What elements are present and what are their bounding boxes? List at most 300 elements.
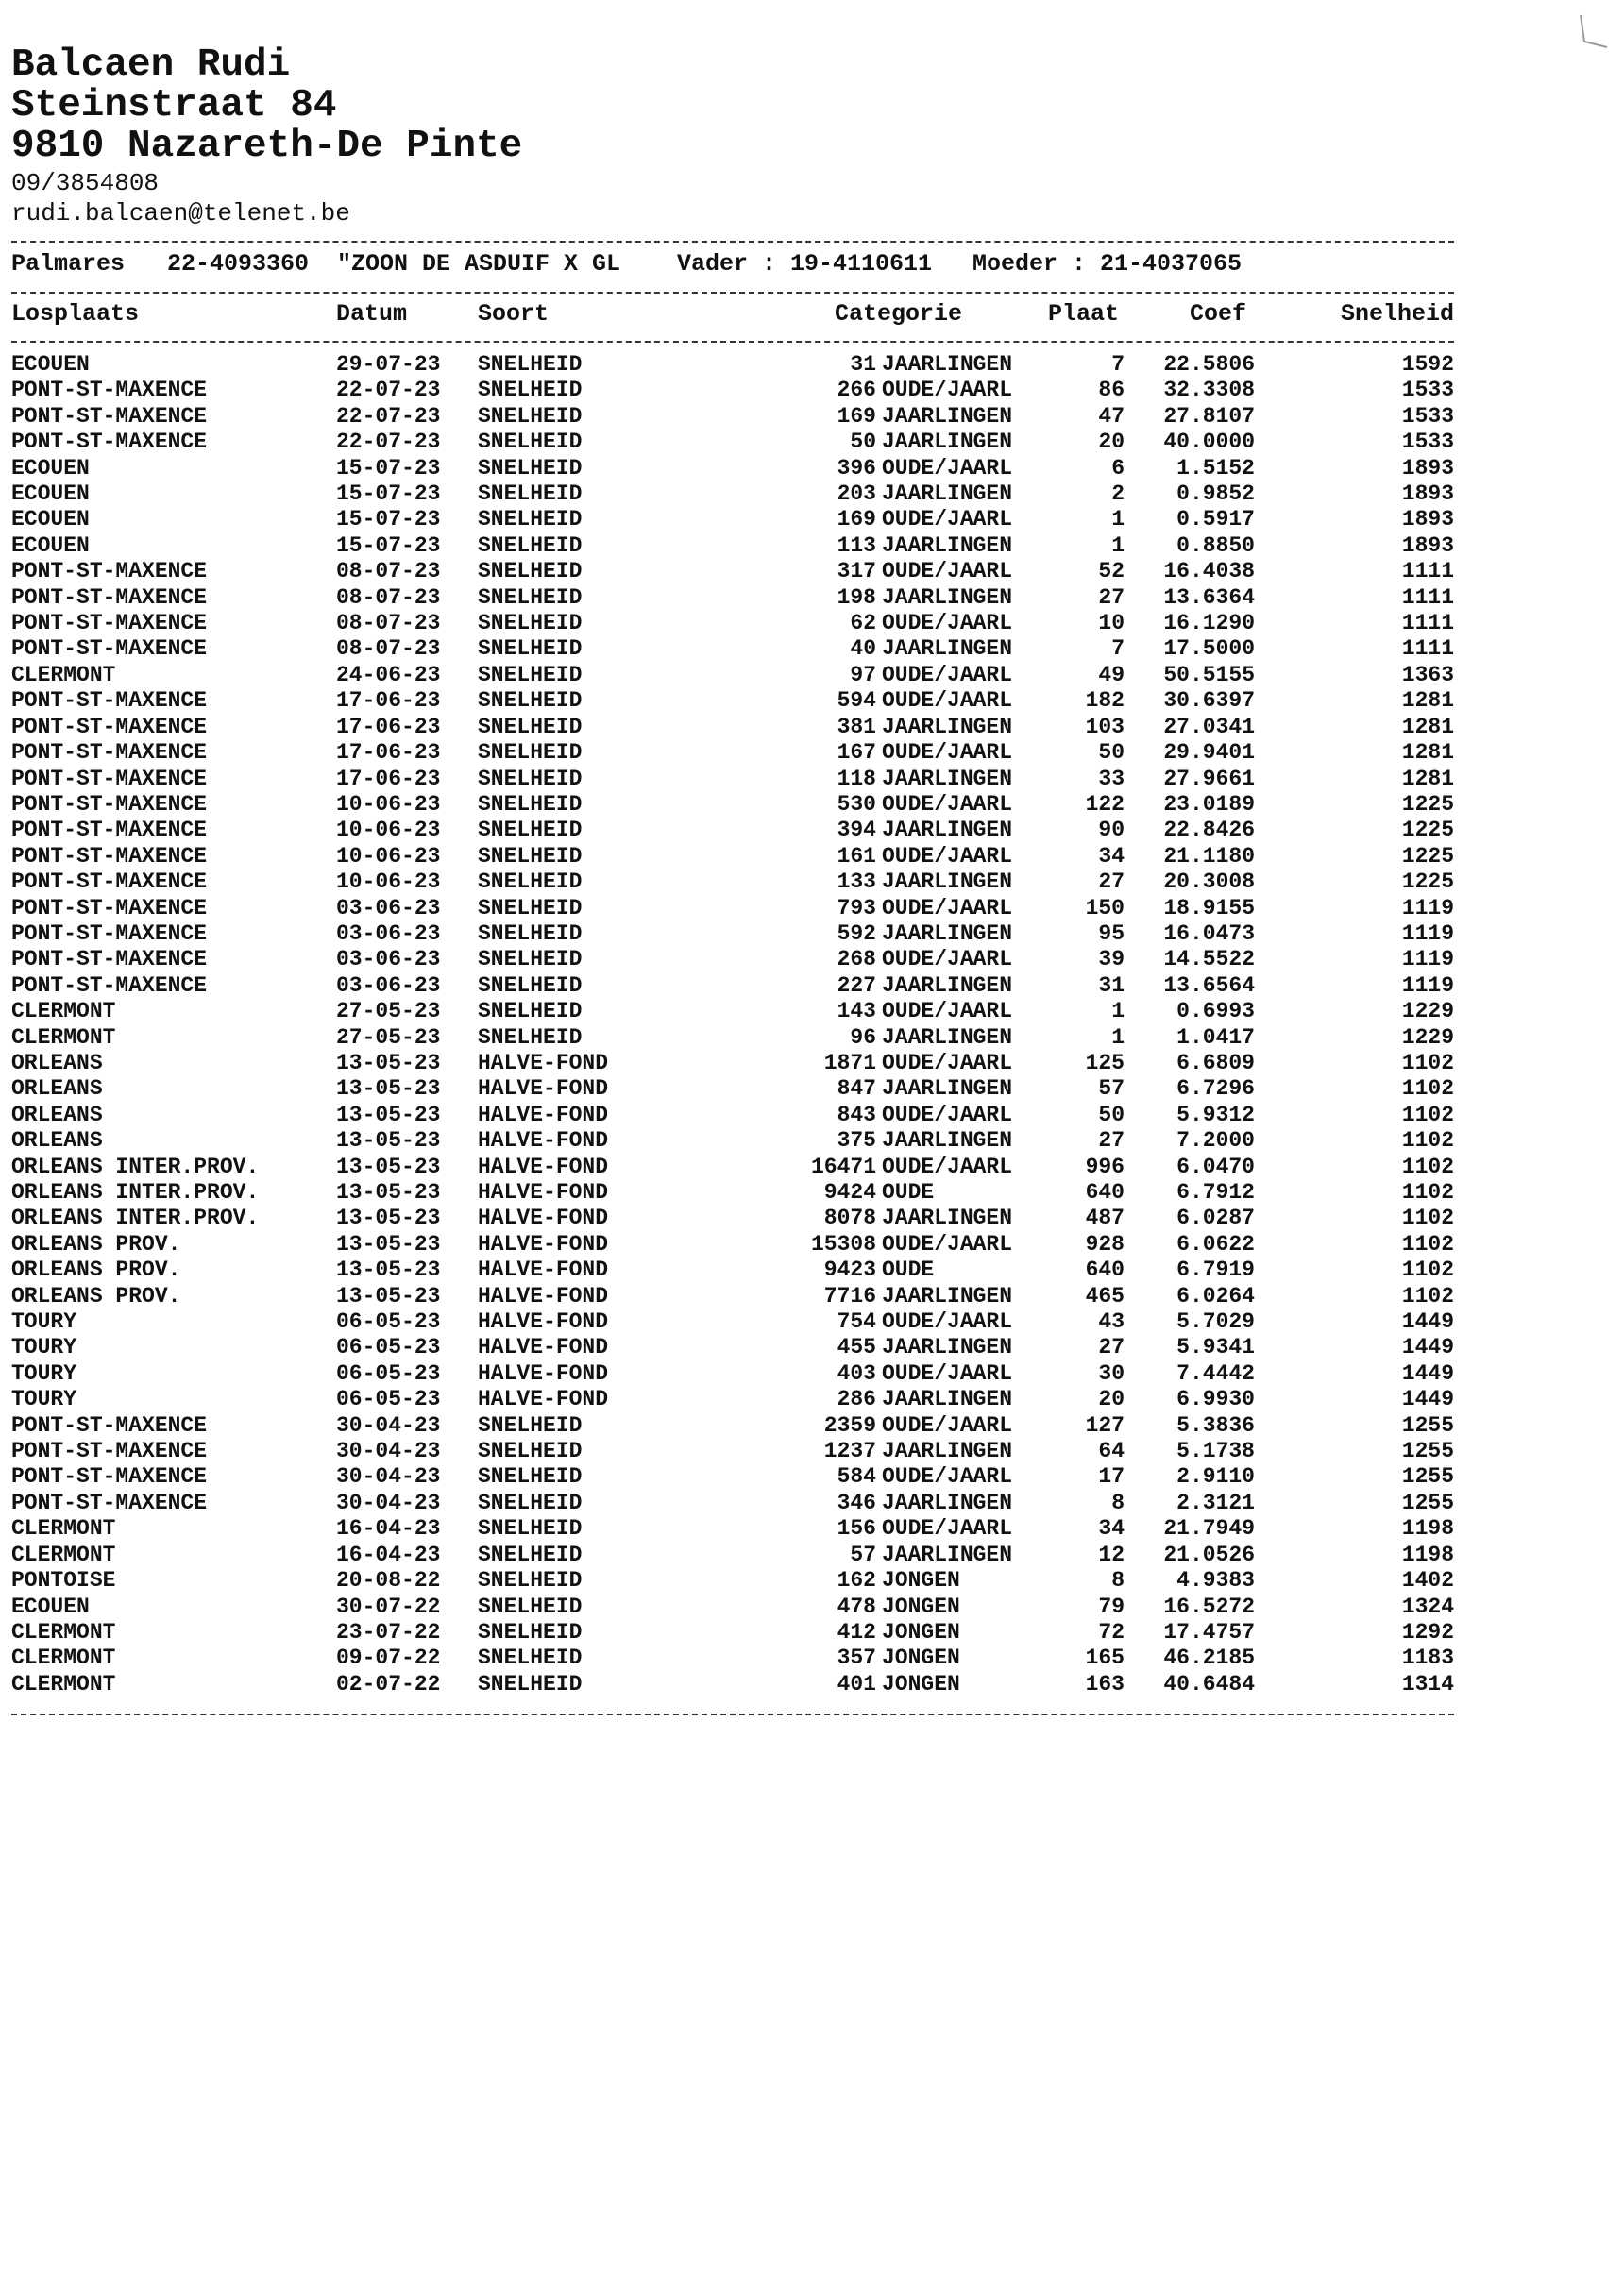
soort-cell: SNELHEID: [478, 1542, 583, 1567]
categorie-cell: JAARLINGEN: [882, 1128, 1013, 1154]
deelnemers-cell: 162: [837, 1568, 876, 1594]
plaat-cell: 127: [1085, 1412, 1125, 1438]
coef-cell: 6.0287: [1176, 1206, 1255, 1231]
snelheid-cell: 1102: [1401, 1050, 1454, 1075]
losplaats-cell: ORLEANS PROV.: [11, 1283, 181, 1308]
table-row: [11, 1128, 1454, 1154]
plaat-cell: 50: [1098, 1102, 1125, 1127]
owner-phone: 09/3854808: [11, 169, 160, 197]
coef-cell: 6.0470: [1176, 1154, 1255, 1179]
col-losplaats: Losplaats: [11, 300, 140, 328]
datum-cell: 30-04-23: [336, 1439, 441, 1464]
table-row: [11, 688, 1454, 714]
plaat-cell: 6: [1111, 455, 1125, 481]
soort-cell: HALVE-FOND: [478, 1309, 609, 1335]
datum-cell: 13-05-23: [336, 1206, 441, 1231]
deelnemers-cell: 203: [837, 481, 876, 507]
snelheid-cell: 1119: [1401, 895, 1454, 920]
coef-cell: 6.0622: [1176, 1231, 1255, 1257]
losplaats-cell: CLERMONT: [11, 662, 116, 687]
soort-cell: SNELHEID: [478, 1671, 583, 1697]
soort-cell: HALVE-FOND: [478, 1231, 609, 1257]
coef-cell: 14.5522: [1163, 947, 1255, 972]
categorie-cell: JAARLINGEN: [882, 352, 1013, 377]
datum-cell: 13-05-23: [336, 1128, 441, 1154]
losplaats-cell: CLERMONT: [11, 1646, 116, 1671]
categorie-cell: JAARLINGEN: [882, 1076, 1013, 1102]
losplaats-cell: PONT-ST-MAXENCE: [11, 766, 208, 791]
soort-cell: SNELHEID: [478, 403, 583, 429]
deelnemers-cell: 793: [837, 895, 876, 920]
datum-cell: 30-04-23: [336, 1464, 441, 1490]
losplaats-cell: ECOUEN: [11, 1594, 90, 1619]
deelnemers-cell: 266: [837, 378, 876, 403]
losplaats-cell: ECOUEN: [11, 532, 90, 558]
table-row: [11, 1206, 1454, 1231]
plaat-cell: 30: [1098, 1360, 1125, 1386]
losplaats-cell: TOURY: [11, 1309, 77, 1335]
losplaats-cell: PONT-ST-MAXENCE: [11, 843, 208, 869]
categorie-cell: JAARLINGEN: [882, 972, 1013, 998]
soort-cell: SNELHEID: [478, 559, 583, 584]
plaat-cell: 2: [1111, 481, 1125, 507]
deelnemers-cell: 754: [837, 1309, 876, 1335]
snelheid-cell: 1225: [1401, 869, 1454, 895]
col-soort: Soort: [478, 300, 550, 328]
deelnemers-cell: 15308: [810, 1231, 876, 1257]
table-row: [11, 1516, 1454, 1542]
losplaats-cell: ORLEANS INTER.PROV.: [11, 1180, 260, 1205]
datum-cell: 13-05-23: [336, 1102, 441, 1127]
coef-cell: 7.4442: [1176, 1360, 1255, 1386]
deelnemers-cell: 31: [850, 352, 876, 377]
plaat-cell: 10: [1098, 611, 1125, 636]
categorie-cell: OUDE/JAARL: [882, 688, 1013, 714]
deelnemers-cell: 381: [837, 714, 876, 739]
snelheid-cell: 1198: [1401, 1542, 1454, 1567]
plaat-cell: 20: [1098, 1387, 1125, 1412]
losplaats-cell: PONT-ST-MAXENCE: [11, 1412, 208, 1438]
categorie-cell: OUDE: [882, 1258, 935, 1283]
datum-cell: 22-07-23: [336, 430, 441, 455]
plaat-cell: 487: [1085, 1206, 1125, 1231]
table-row: [11, 533, 1454, 559]
soort-cell: SNELHEID: [478, 688, 583, 714]
plaat-cell: 17: [1098, 1464, 1125, 1490]
plaat-cell: 31: [1098, 972, 1125, 998]
deelnemers-cell: 455: [837, 1335, 876, 1360]
table-row: [11, 1232, 1454, 1258]
losplaats-cell: ORLEANS PROV.: [11, 1258, 181, 1283]
table-row: [11, 430, 1454, 455]
categorie-cell: JAARLINGEN: [882, 1490, 1013, 1515]
snelheid-cell: 1111: [1401, 584, 1454, 610]
coef-cell: 6.9930: [1176, 1387, 1255, 1412]
table-row: [11, 999, 1454, 1024]
categorie-cell: OUDE/JAARL: [882, 791, 1013, 817]
datum-cell: 15-07-23: [336, 507, 441, 532]
table-header: [11, 300, 1454, 338]
plaat-cell: 12: [1098, 1542, 1125, 1567]
categorie-cell: JAARLINGEN: [882, 766, 1013, 791]
datum-cell: 13-05-23: [336, 1076, 441, 1102]
categorie-cell: OUDE/JAARL: [882, 507, 1013, 532]
deelnemers-cell: 118: [837, 766, 876, 791]
snelheid-cell: 1281: [1401, 688, 1454, 714]
table-row: [11, 1335, 1454, 1360]
losplaats-cell: CLERMONT: [11, 1542, 116, 1567]
losplaats-cell: CLERMONT: [11, 1671, 116, 1697]
deelnemers-cell: 169: [837, 507, 876, 532]
table-row: [11, 1258, 1454, 1283]
plaat-cell: 640: [1085, 1258, 1125, 1283]
coef-cell: 0.5917: [1176, 507, 1255, 532]
table-row: [11, 1361, 1454, 1387]
categorie-cell: OUDE/JAARL: [882, 1050, 1013, 1075]
datum-cell: 22-07-23: [336, 378, 441, 403]
plaat-cell: 27: [1098, 1335, 1125, 1360]
losplaats-cell: ECOUEN: [11, 352, 90, 377]
datum-cell: 03-06-23: [336, 972, 441, 998]
deelnemers-cell: 167: [837, 740, 876, 766]
deelnemers-cell: 8078: [823, 1206, 876, 1231]
datum-cell: 03-06-23: [336, 947, 441, 972]
datum-cell: 06-05-23: [336, 1309, 441, 1335]
datum-cell: 06-05-23: [336, 1387, 441, 1412]
owner-city: 9810 Nazareth-De Pinte: [11, 125, 523, 168]
snelheid-cell: 1229: [1401, 999, 1454, 1024]
coef-cell: 7.2000: [1176, 1128, 1255, 1154]
losplaats-cell: PONT-ST-MAXENCE: [11, 611, 208, 636]
categorie-cell: JAARLINGEN: [882, 869, 1013, 895]
soort-cell: SNELHEID: [478, 895, 583, 920]
plaat-cell: 47: [1098, 403, 1125, 429]
losplaats-cell: ORLEANS PROV.: [11, 1231, 181, 1257]
coef-cell: 2.3121: [1176, 1490, 1255, 1515]
plaat-cell: 996: [1085, 1154, 1125, 1179]
snelheid-cell: 1893: [1401, 532, 1454, 558]
deelnemers-cell: 1871: [823, 1050, 876, 1075]
datum-cell: 13-05-23: [336, 1258, 441, 1283]
table-row: [11, 947, 1454, 972]
datum-cell: 03-06-23: [336, 895, 441, 920]
categorie-cell: JAARLINGEN: [882, 1542, 1013, 1567]
losplaats-cell: PONT-ST-MAXENCE: [11, 430, 208, 455]
categorie-cell: OUDE/JAARL: [882, 455, 1013, 481]
plaat-cell: 182: [1085, 688, 1125, 714]
datum-cell: 15-07-23: [336, 481, 441, 507]
deelnemers-cell: 40: [850, 636, 876, 662]
plaat-cell: 50: [1098, 740, 1125, 766]
table-row: [11, 1672, 1454, 1697]
coef-cell: 17.4757: [1163, 1619, 1255, 1645]
snelheid-cell: 1893: [1401, 481, 1454, 507]
losplaats-cell: ORLEANS INTER.PROV.: [11, 1154, 260, 1179]
deelnemers-cell: 9424: [823, 1180, 876, 1205]
col-snelheid: Snelheid: [1340, 300, 1454, 328]
losplaats-cell: PONTOISE: [11, 1568, 116, 1594]
owner-street: Steinstraat 84: [11, 84, 337, 127]
losplaats-cell: TOURY: [11, 1360, 77, 1386]
categorie-cell: JONGEN: [882, 1646, 960, 1671]
categorie-cell: OUDE/JAARL: [882, 1412, 1013, 1438]
datum-cell: 17-06-23: [336, 688, 441, 714]
snelheid-cell: 1893: [1401, 507, 1454, 532]
losplaats-cell: PONT-ST-MAXENCE: [11, 584, 208, 610]
snelheid-cell: 1255: [1401, 1490, 1454, 1515]
plaat-cell: 90: [1098, 818, 1125, 843]
losplaats-cell: PONT-ST-MAXENCE: [11, 920, 208, 946]
palmares-vader: Vader : 19-4110611: [677, 250, 933, 278]
losplaats-cell: ORLEANS: [11, 1102, 103, 1127]
coef-cell: 21.0526: [1163, 1542, 1255, 1567]
soort-cell: SNELHEID: [478, 1490, 583, 1515]
losplaats-cell: TOURY: [11, 1387, 77, 1412]
soort-cell: HALVE-FOND: [478, 1335, 609, 1360]
losplaats-cell: PONT-ST-MAXENCE: [11, 818, 208, 843]
coef-cell: 5.9341: [1176, 1335, 1255, 1360]
snelheid-cell: 1281: [1401, 766, 1454, 791]
snelheid-cell: 1119: [1401, 920, 1454, 946]
deelnemers-cell: 847: [837, 1076, 876, 1102]
table-row: [11, 611, 1454, 636]
coef-cell: 17.5000: [1163, 636, 1255, 662]
plaat-cell: 1: [1111, 999, 1125, 1024]
soort-cell: SNELHEID: [478, 843, 583, 869]
deelnemers-cell: 317: [837, 559, 876, 584]
col-datum: Datum: [336, 300, 408, 328]
table-row: [11, 1051, 1454, 1076]
datum-cell: 13-05-23: [336, 1283, 441, 1308]
soort-cell: SNELHEID: [478, 1439, 583, 1464]
snelheid-cell: 1592: [1401, 352, 1454, 377]
categorie-cell: OUDE/JAARL: [882, 1464, 1013, 1490]
losplaats-cell: ORLEANS: [11, 1128, 103, 1154]
coef-cell: 6.7919: [1176, 1258, 1255, 1283]
deelnemers-cell: 156: [837, 1516, 876, 1542]
scan-corner-mark-icon: [1575, 13, 1609, 51]
coef-cell: 6.0264: [1176, 1283, 1255, 1308]
plaat-cell: 27: [1098, 1128, 1125, 1154]
plaat-cell: 1: [1111, 507, 1125, 532]
losplaats-cell: PONT-ST-MAXENCE: [11, 636, 208, 662]
soort-cell: SNELHEID: [478, 869, 583, 895]
deelnemers-cell: 403: [837, 1360, 876, 1386]
deelnemers-cell: 9423: [823, 1258, 876, 1283]
plaat-cell: 465: [1085, 1283, 1125, 1308]
deelnemers-cell: 113: [837, 532, 876, 558]
soort-cell: SNELHEID: [478, 584, 583, 610]
plaat-cell: 86: [1098, 378, 1125, 403]
categorie-cell: JAARLINGEN: [882, 636, 1013, 662]
losplaats-cell: PONT-ST-MAXENCE: [11, 403, 208, 429]
plaat-cell: 103: [1085, 714, 1125, 739]
plaat-cell: 34: [1098, 843, 1125, 869]
losplaats-cell: PONT-ST-MAXENCE: [11, 688, 208, 714]
datum-cell: 10-06-23: [336, 791, 441, 817]
coef-cell: 1.0417: [1176, 1024, 1255, 1050]
snelheid-cell: 1183: [1401, 1646, 1454, 1671]
coef-cell: 22.8426: [1163, 818, 1255, 843]
soort-cell: SNELHEID: [478, 1412, 583, 1438]
coef-cell: 29.9401: [1163, 740, 1255, 766]
palmares-moeder: Moeder : 21-4037065: [973, 250, 1243, 278]
coef-cell: 20.3008: [1163, 869, 1255, 895]
table-row: [11, 1284, 1454, 1309]
deelnemers-cell: 412: [837, 1619, 876, 1645]
plaat-cell: 8: [1111, 1568, 1125, 1594]
losplaats-cell: ECOUEN: [11, 455, 90, 481]
categorie-cell: OUDE/JAARL: [882, 999, 1013, 1024]
losplaats-cell: ORLEANS: [11, 1076, 103, 1102]
plaat-cell: 8: [1111, 1490, 1125, 1515]
coef-cell: 5.1738: [1176, 1439, 1255, 1464]
soort-cell: SNELHEID: [478, 1646, 583, 1671]
datum-cell: 17-06-23: [336, 766, 441, 791]
deelnemers-cell: 375: [837, 1128, 876, 1154]
coef-cell: 16.0473: [1163, 920, 1255, 946]
table-row: [11, 1439, 1454, 1464]
deelnemers-cell: 50: [850, 430, 876, 455]
coef-cell: 6.6809: [1176, 1050, 1255, 1075]
datum-cell: 30-04-23: [336, 1412, 441, 1438]
categorie-cell: JONGEN: [882, 1671, 960, 1697]
deelnemers-cell: 62: [850, 611, 876, 636]
coef-cell: 5.9312: [1176, 1102, 1255, 1127]
table-row: [11, 921, 1454, 947]
coef-cell: 4.9383: [1176, 1568, 1255, 1594]
snelheid-cell: 1111: [1401, 636, 1454, 662]
losplaats-cell: ECOUEN: [11, 507, 90, 532]
deelnemers-cell: 394: [837, 818, 876, 843]
soort-cell: SNELHEID: [478, 818, 583, 843]
divider: [11, 1714, 1454, 1715]
deelnemers-cell: 16471: [810, 1154, 876, 1179]
snelheid-cell: 1533: [1401, 430, 1454, 455]
soort-cell: HALVE-FOND: [478, 1102, 609, 1127]
deelnemers-cell: 133: [837, 869, 876, 895]
table-row: [11, 352, 1454, 378]
table-row: [11, 1568, 1454, 1594]
deelnemers-cell: 96: [850, 1024, 876, 1050]
soort-cell: SNELHEID: [478, 430, 583, 455]
table-row: [11, 456, 1454, 481]
plaat-cell: 1: [1111, 1024, 1125, 1050]
snelheid-cell: 1324: [1401, 1594, 1454, 1619]
coef-cell: 23.0189: [1163, 791, 1255, 817]
snelheid-cell: 1281: [1401, 740, 1454, 766]
datum-cell: 30-04-23: [336, 1490, 441, 1515]
snelheid-cell: 1533: [1401, 378, 1454, 403]
col-coef: Coef: [1190, 300, 1247, 328]
soort-cell: SNELHEID: [478, 1568, 583, 1594]
soort-cell: SNELHEID: [478, 999, 583, 1024]
soort-cell: SNELHEID: [478, 920, 583, 946]
datum-cell: 22-07-23: [336, 403, 441, 429]
soort-cell: HALVE-FOND: [478, 1154, 609, 1179]
soort-cell: HALVE-FOND: [478, 1128, 609, 1154]
deelnemers-cell: 478: [837, 1594, 876, 1619]
soort-cell: SNELHEID: [478, 507, 583, 532]
soort-cell: HALVE-FOND: [478, 1387, 609, 1412]
snelheid-cell: 1281: [1401, 714, 1454, 739]
deelnemers-cell: 198: [837, 584, 876, 610]
table-row: [11, 1464, 1454, 1490]
categorie-cell: JAARLINGEN: [882, 920, 1013, 946]
categorie-cell: JAARLINGEN: [882, 818, 1013, 843]
datum-cell: 06-05-23: [336, 1335, 441, 1360]
palmares-label: Palmares: [11, 250, 126, 278]
table-row: [11, 1387, 1454, 1412]
coef-cell: 16.4038: [1163, 559, 1255, 584]
plaat-cell: 95: [1098, 920, 1125, 946]
snelheid-cell: 1449: [1401, 1335, 1454, 1360]
deelnemers-cell: 357: [837, 1646, 876, 1671]
categorie-cell: OUDE/JAARL: [882, 740, 1013, 766]
categorie-cell: OUDE/JAARL: [882, 1309, 1013, 1335]
table-row: [11, 767, 1454, 792]
losplaats-cell: PONT-ST-MAXENCE: [11, 714, 208, 739]
categorie-cell: JAARLINGEN: [882, 532, 1013, 558]
deelnemers-cell: 346: [837, 1490, 876, 1515]
datum-cell: 13-05-23: [336, 1050, 441, 1075]
categorie-cell: JAARLINGEN: [882, 430, 1013, 455]
datum-cell: 16-04-23: [336, 1542, 441, 1567]
plaat-cell: 122: [1085, 791, 1125, 817]
categorie-cell: OUDE/JAARL: [882, 1102, 1013, 1127]
soort-cell: SNELHEID: [478, 1024, 583, 1050]
categorie-cell: JAARLINGEN: [882, 1335, 1013, 1360]
snelheid-cell: 1119: [1401, 947, 1454, 972]
datum-cell: 03-06-23: [336, 920, 441, 946]
soort-cell: SNELHEID: [478, 532, 583, 558]
categorie-cell: OUDE/JAARL: [882, 611, 1013, 636]
owner-block: [11, 45, 522, 228]
table-row: [11, 740, 1454, 766]
plaat-cell: 27: [1098, 869, 1125, 895]
categorie-cell: OUDE/JAARL: [882, 1360, 1013, 1386]
table-row: [11, 1103, 1454, 1128]
soort-cell: SNELHEID: [478, 740, 583, 766]
datum-cell: 20-08-22: [336, 1568, 441, 1594]
datum-cell: 13-05-23: [336, 1154, 441, 1179]
plaat-cell: 1: [1111, 532, 1125, 558]
categorie-cell: OUDE/JAARL: [882, 559, 1013, 584]
coef-cell: 0.9852: [1176, 481, 1255, 507]
plaat-cell: 20: [1098, 430, 1125, 455]
soort-cell: HALVE-FOND: [478, 1283, 609, 1308]
soort-cell: SNELHEID: [478, 791, 583, 817]
owner-email: rudi.balcaen@telenet.be: [11, 199, 350, 228]
plaat-cell: 72: [1098, 1619, 1125, 1645]
categorie-cell: JAARLINGEN: [882, 1206, 1013, 1231]
snelheid-cell: 1225: [1401, 818, 1454, 843]
datum-cell: 27-05-23: [336, 999, 441, 1024]
categorie-cell: OUDE/JAARL: [882, 662, 1013, 687]
datum-cell: 16-04-23: [336, 1516, 441, 1542]
deelnemers-cell: 396: [837, 455, 876, 481]
snelheid-cell: 1102: [1401, 1102, 1454, 1127]
table-row: [11, 896, 1454, 921]
deelnemers-cell: 97: [850, 662, 876, 687]
table-row: [11, 715, 1454, 740]
soort-cell: SNELHEID: [478, 662, 583, 687]
coef-cell: 32.3308: [1163, 378, 1255, 403]
soort-cell: HALVE-FOND: [478, 1050, 609, 1075]
losplaats-cell: ORLEANS: [11, 1050, 103, 1075]
categorie-cell: OUDE/JAARL: [882, 843, 1013, 869]
categorie-cell: JAARLINGEN: [882, 584, 1013, 610]
